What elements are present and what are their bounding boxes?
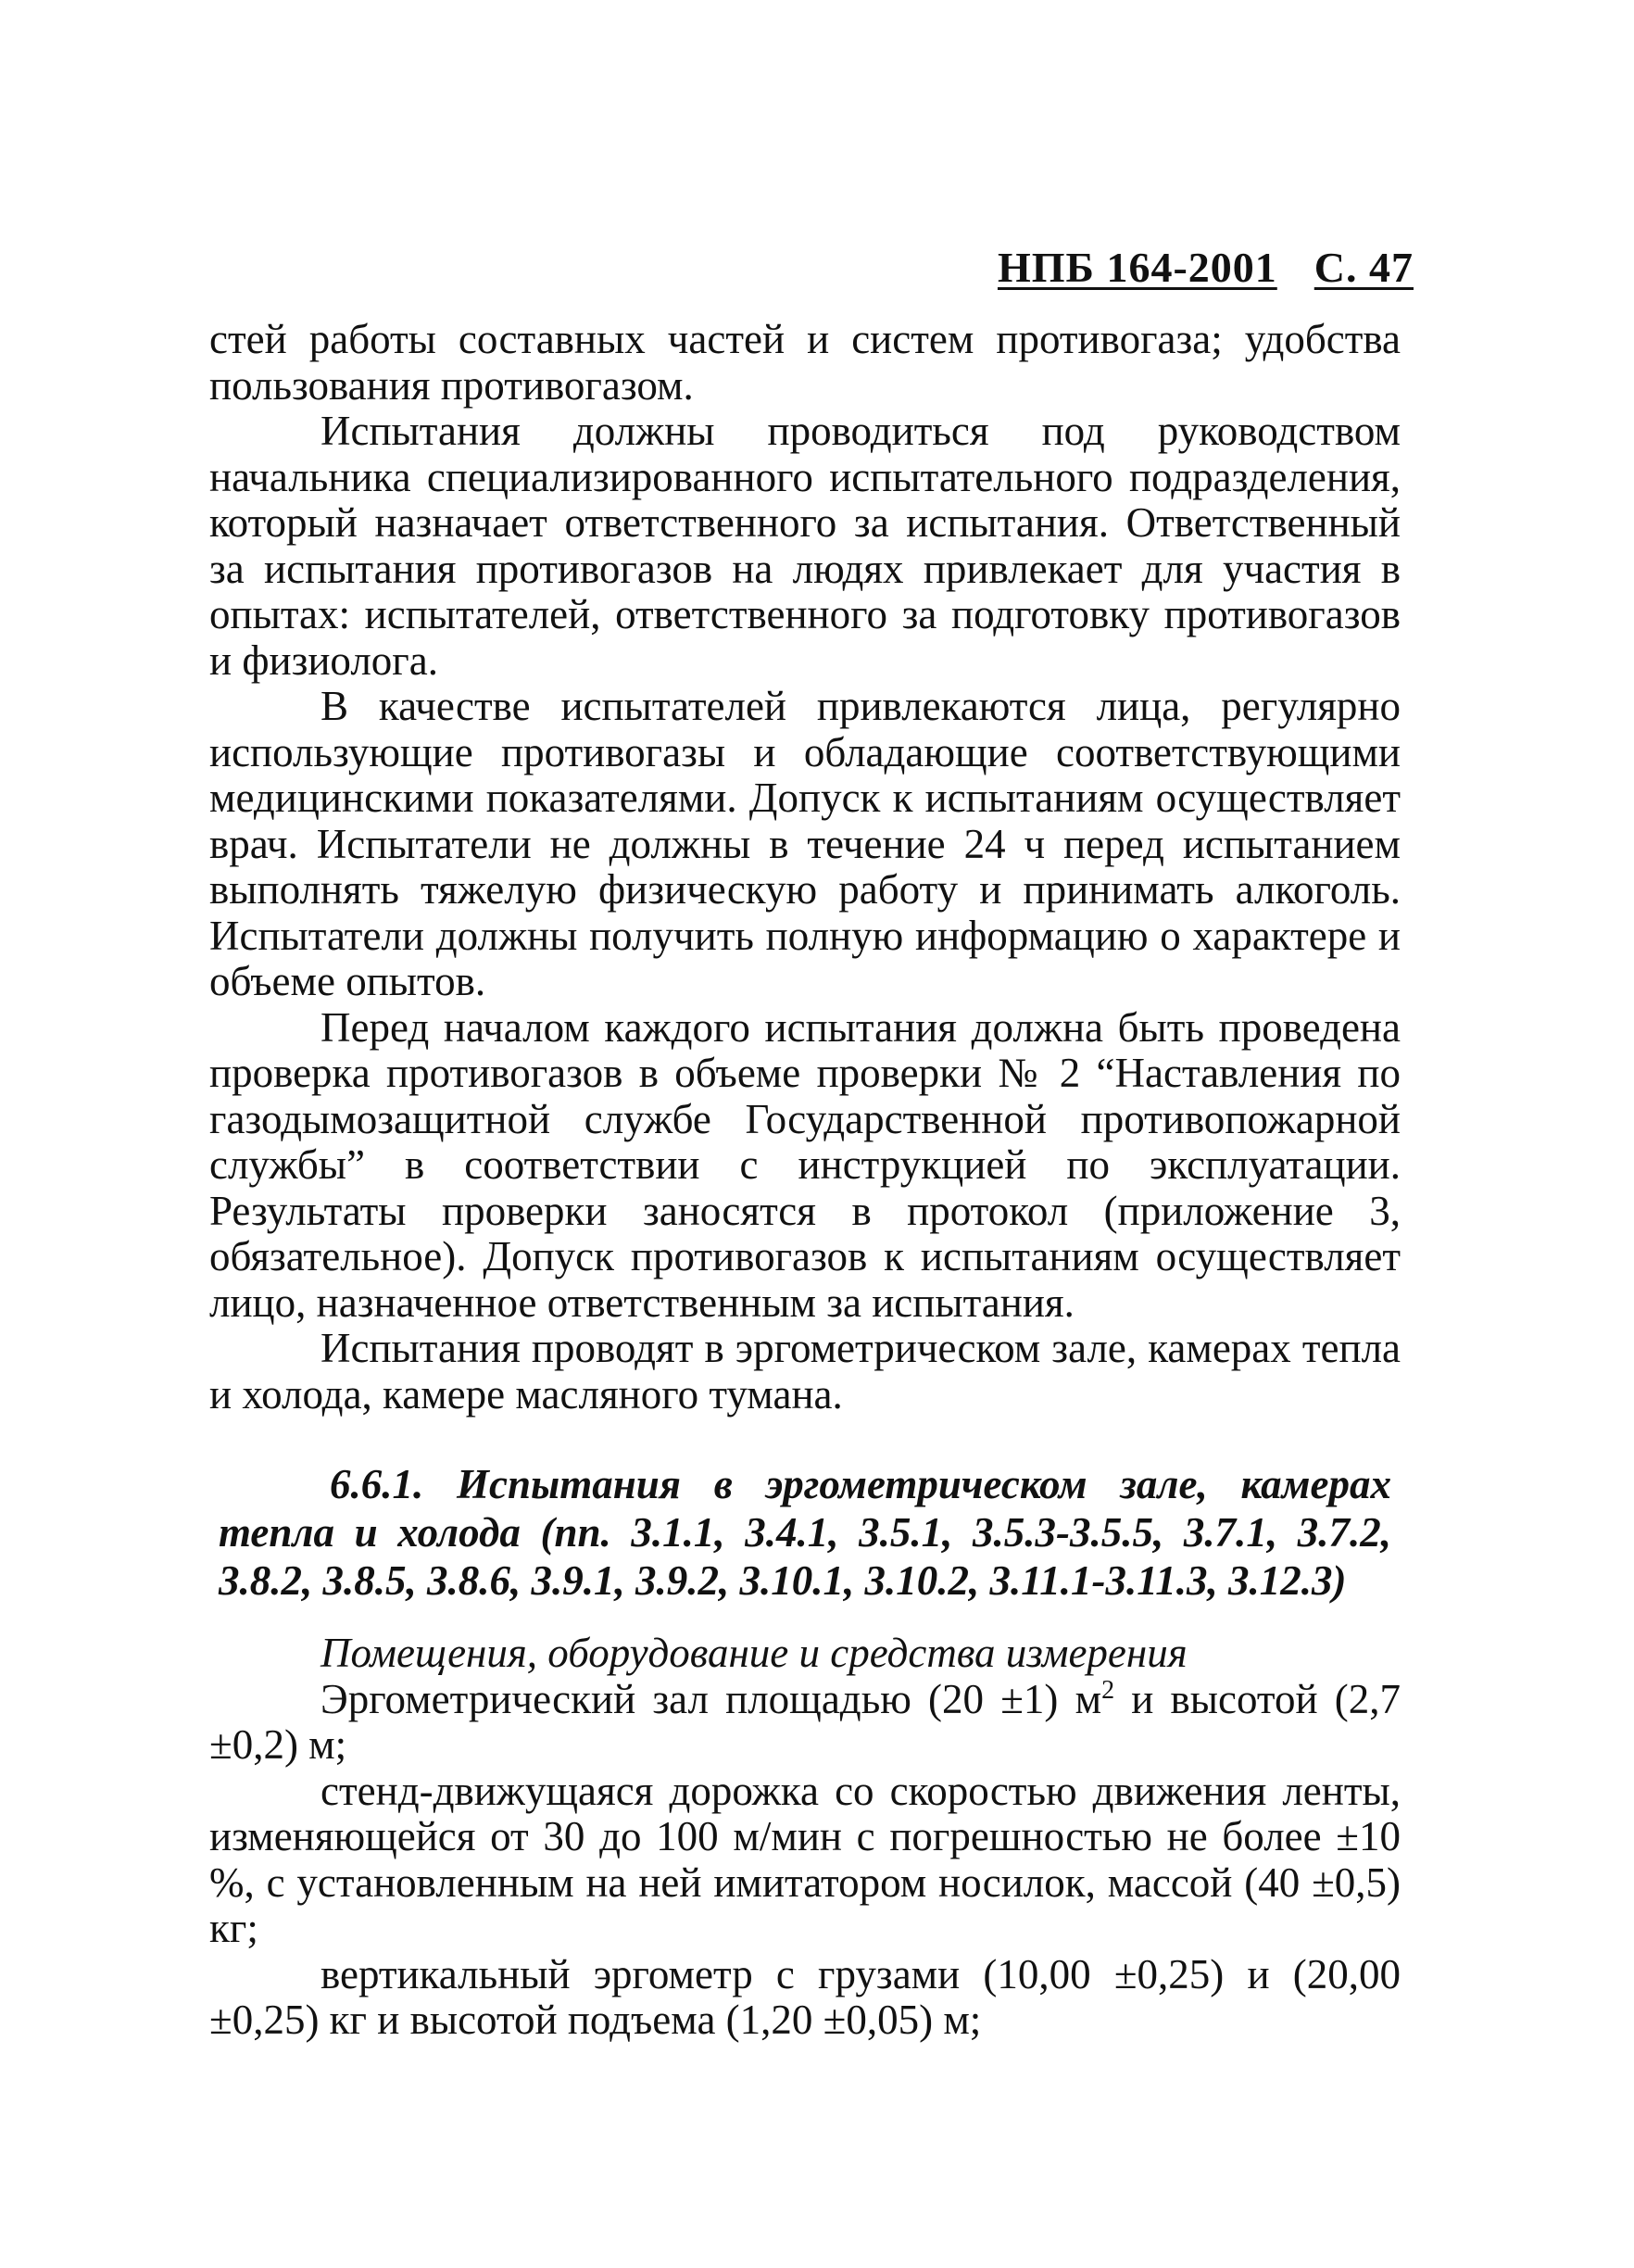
paragraph: В качестве испытателей привлекаются лица, регулярно использующие противогазы и обладающие соответствующими медицинскими показателями. Допуск к испытаниям осуществляет врач. Испытатели не должны в течение 24 ч перед испытанием выполнять тяжелую физическую работу и принимать алкоголь. Испытатели должны получить полную информацию о характере и объеме опытов. xyxy=(209,683,1401,1004)
body-text xyxy=(209,317,1401,2044)
page-number: С. 47 xyxy=(1313,244,1414,291)
paragraph: Испытания проводят в эргометрическом зале, камерах тепла и холода, камере масляного тумана. xyxy=(209,1325,1401,1418)
paragraph: Испытания должны проводиться под руководством начальника специализированного испытательного подразделения, который назначает ответственного за испытания. Ответственный за испытания противогазов на людях привлекает для участия в опытах: испытателей, ответственного за подготовку противогазов и физиолога. xyxy=(209,408,1401,684)
page-header xyxy=(998,243,1414,292)
paragraph: стей работы составных частей и систем противогаза; удобства пользования противогазом. xyxy=(209,316,1401,409)
document-code: НПБ 164-2001 xyxy=(997,244,1277,291)
hall-text-end: и высотой (2,7 ±0,2) м; xyxy=(209,1675,1401,1768)
equipment-item-ergometer: вертикальный эргометр с грузами (10,00 ±0,25) и (20,00 ±0,25) кг и высотой подъема (1,20 ±0,05) м; xyxy=(209,1950,1401,2043)
equipment-item-hall xyxy=(209,1677,1401,1769)
section-title: 6.6.1. Испытания в эргометрическом зале, камерах тепла и холода (пп. 3.1.1, 3.4.1, 3.5.1, 3.5.3-3.5.5, 3.7.1, 3.7.2, 3.8.2, 3.8.5, 3.8.6, 3.9.1, 3.9.2, 3.10.1, 3.10.2, 3.11.1-3.11.3, 3.12.3) xyxy=(219,1461,1391,1604)
equipment-item-treadmill: стенд-движущаяся дорожка со скоростью движения ленты, изменяющейся от 30 до 100 м/мин с погрешностью не более ±10 %, с установленным на ней имитатором носилок, массой (40 ±0,5) кг; xyxy=(209,1767,1401,1951)
section-subheading: Помещения, оборудование и средства измерения xyxy=(321,1630,1188,1676)
hall-text: Эргометрический зал площадью (20 ±1) м xyxy=(321,1675,1102,1722)
paragraph: Перед началом каждого испытания должна быть проведена проверка противогазов в объеме проверки № 2 “Наставления по газодымозащитной службе Государственной противопожарной службы” в соответствии с инструкцией по эксплуатации. Результаты проверки заносятся в протокол (приложение 3, обязательное). Допуск противогазов к испытаниям осуществляет лицо, назначенное ответственным за испытания. xyxy=(209,1003,1401,1326)
superscript: 2 xyxy=(1101,1675,1115,1705)
